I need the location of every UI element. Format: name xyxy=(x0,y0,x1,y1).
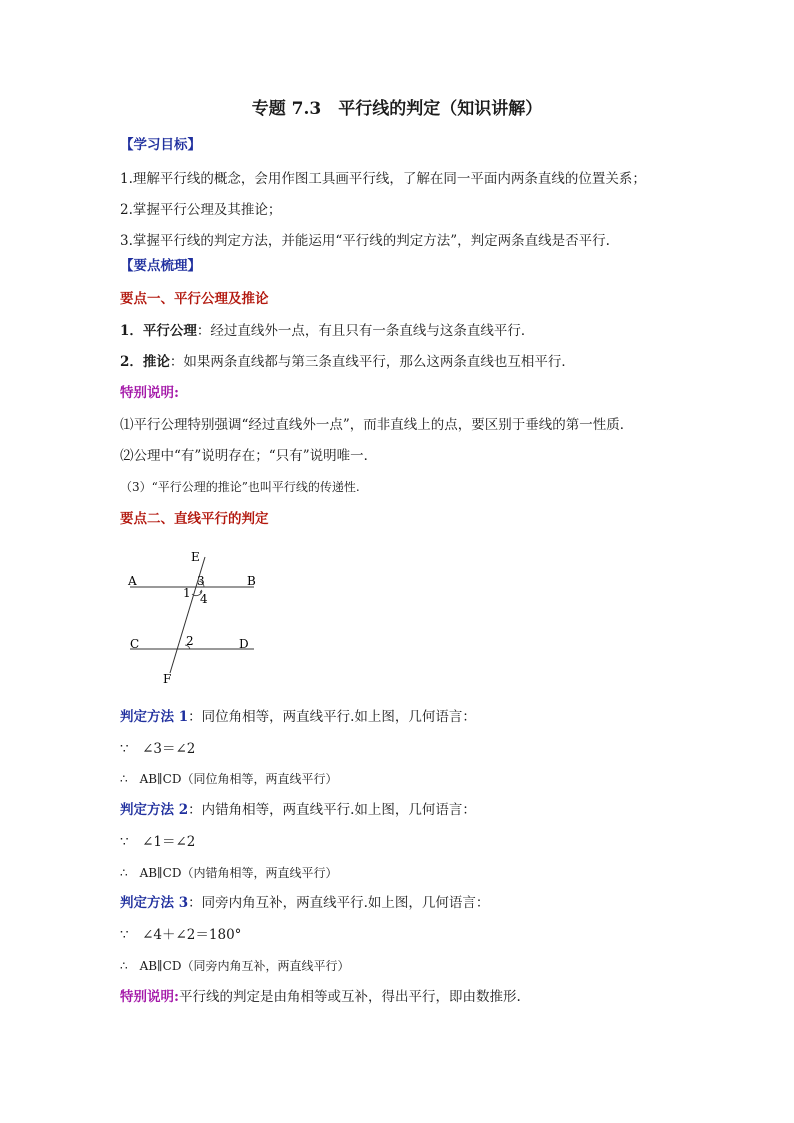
final-note-line xyxy=(120,988,521,1006)
method1-therefore: ∴ AB∥CD（同位角相等，两直线平行） xyxy=(120,772,338,786)
objectives-header: 【学习目标】 xyxy=(120,137,201,153)
objective-item-3: 3.掌握平行线的判定方法，并能运用“平行线的判定方法”，判定两条直线是否平行. xyxy=(120,233,610,249)
method2-because: ∵ ∠1＝∠2 xyxy=(120,834,196,850)
page-title: 专题 7.3 平行线的判定（知识讲解） xyxy=(251,99,543,119)
label-2: 2 xyxy=(186,634,194,648)
label-d: D xyxy=(239,637,249,651)
label-f: F xyxy=(163,672,172,685)
label-b: B xyxy=(247,574,256,588)
method1-line xyxy=(120,708,476,726)
label-3: 3 xyxy=(197,574,205,588)
method2-therefore: ∴ AB∥CD（内错角相等，两直线平行） xyxy=(120,866,338,880)
objective-item-2: 2.掌握平行公理及其推论； xyxy=(120,202,282,218)
label-4: 4 xyxy=(200,592,208,606)
method2-text: ：内错角相等，两直线平行.如上图，几何语言： xyxy=(188,802,476,818)
method1-label: 判定方法 1 xyxy=(120,709,189,725)
axiom-line xyxy=(120,322,534,340)
label-c: C xyxy=(130,637,140,651)
label-a: A xyxy=(128,574,137,588)
corollary-text: ：如果两条直线都与第三条直线平行，那么这两条直线也互相平行． xyxy=(169,354,575,370)
objective-item-1: 1.理解平行线的概念，会用作图工具画平行线，了解在同一平面内两条直线的位置关系； xyxy=(120,171,646,187)
final-note-text: 平行线的判定是由角相等或互补，得出平行，即由数推形. xyxy=(178,989,521,1005)
method3-because: ∵ ∠4＋∠2＝180° xyxy=(120,927,242,943)
method2-label: 判定方法 2 xyxy=(120,802,189,818)
final-note-label: 特别说明: xyxy=(120,989,179,1005)
method2-line xyxy=(120,801,476,819)
note-item-1: ⑴平行公理特别强调“经过直线外一点”，而非直线上的点，要区别于垂线的第一性质． xyxy=(120,417,634,433)
corollary-label: 2．推论 xyxy=(120,354,170,370)
note-header: 特别说明: xyxy=(120,385,179,401)
method1-text: ：同位角相等，两直线平行.如上图，几何语言： xyxy=(188,709,476,725)
note-item-3: （3）“平行公理的推论”也叫平行线的传递性. xyxy=(120,480,360,494)
axiom-text: ：经过直线外一点，有且只有一条直线与这条直线平行． xyxy=(196,323,535,339)
key-points-header: 【要点梳理】 xyxy=(120,258,201,274)
method3-therefore: ∴ AB∥CD（同旁内角互补，两直线平行） xyxy=(120,959,350,973)
method3-label: 判定方法 3 xyxy=(120,895,189,911)
axiom-label: 1．平行公理 xyxy=(120,323,197,339)
point2-heading: 要点二、直线平行的判定 xyxy=(120,511,269,527)
note-item-2: ⑵公理中“有”说明存在；“只有”说明唯一． xyxy=(120,448,378,464)
label-1: 1 xyxy=(183,586,191,600)
corollary-line xyxy=(120,353,575,371)
label-e: E xyxy=(191,550,200,564)
method3-text: ：同旁内角互补，两直线平行.如上图，几何语言： xyxy=(188,895,490,911)
parallel-lines-figure xyxy=(120,545,270,685)
point1-heading: 要点一、平行公理及推论 xyxy=(120,291,269,307)
method3-line xyxy=(120,894,489,912)
method1-because: ∵ ∠3＝∠2 xyxy=(120,741,196,757)
